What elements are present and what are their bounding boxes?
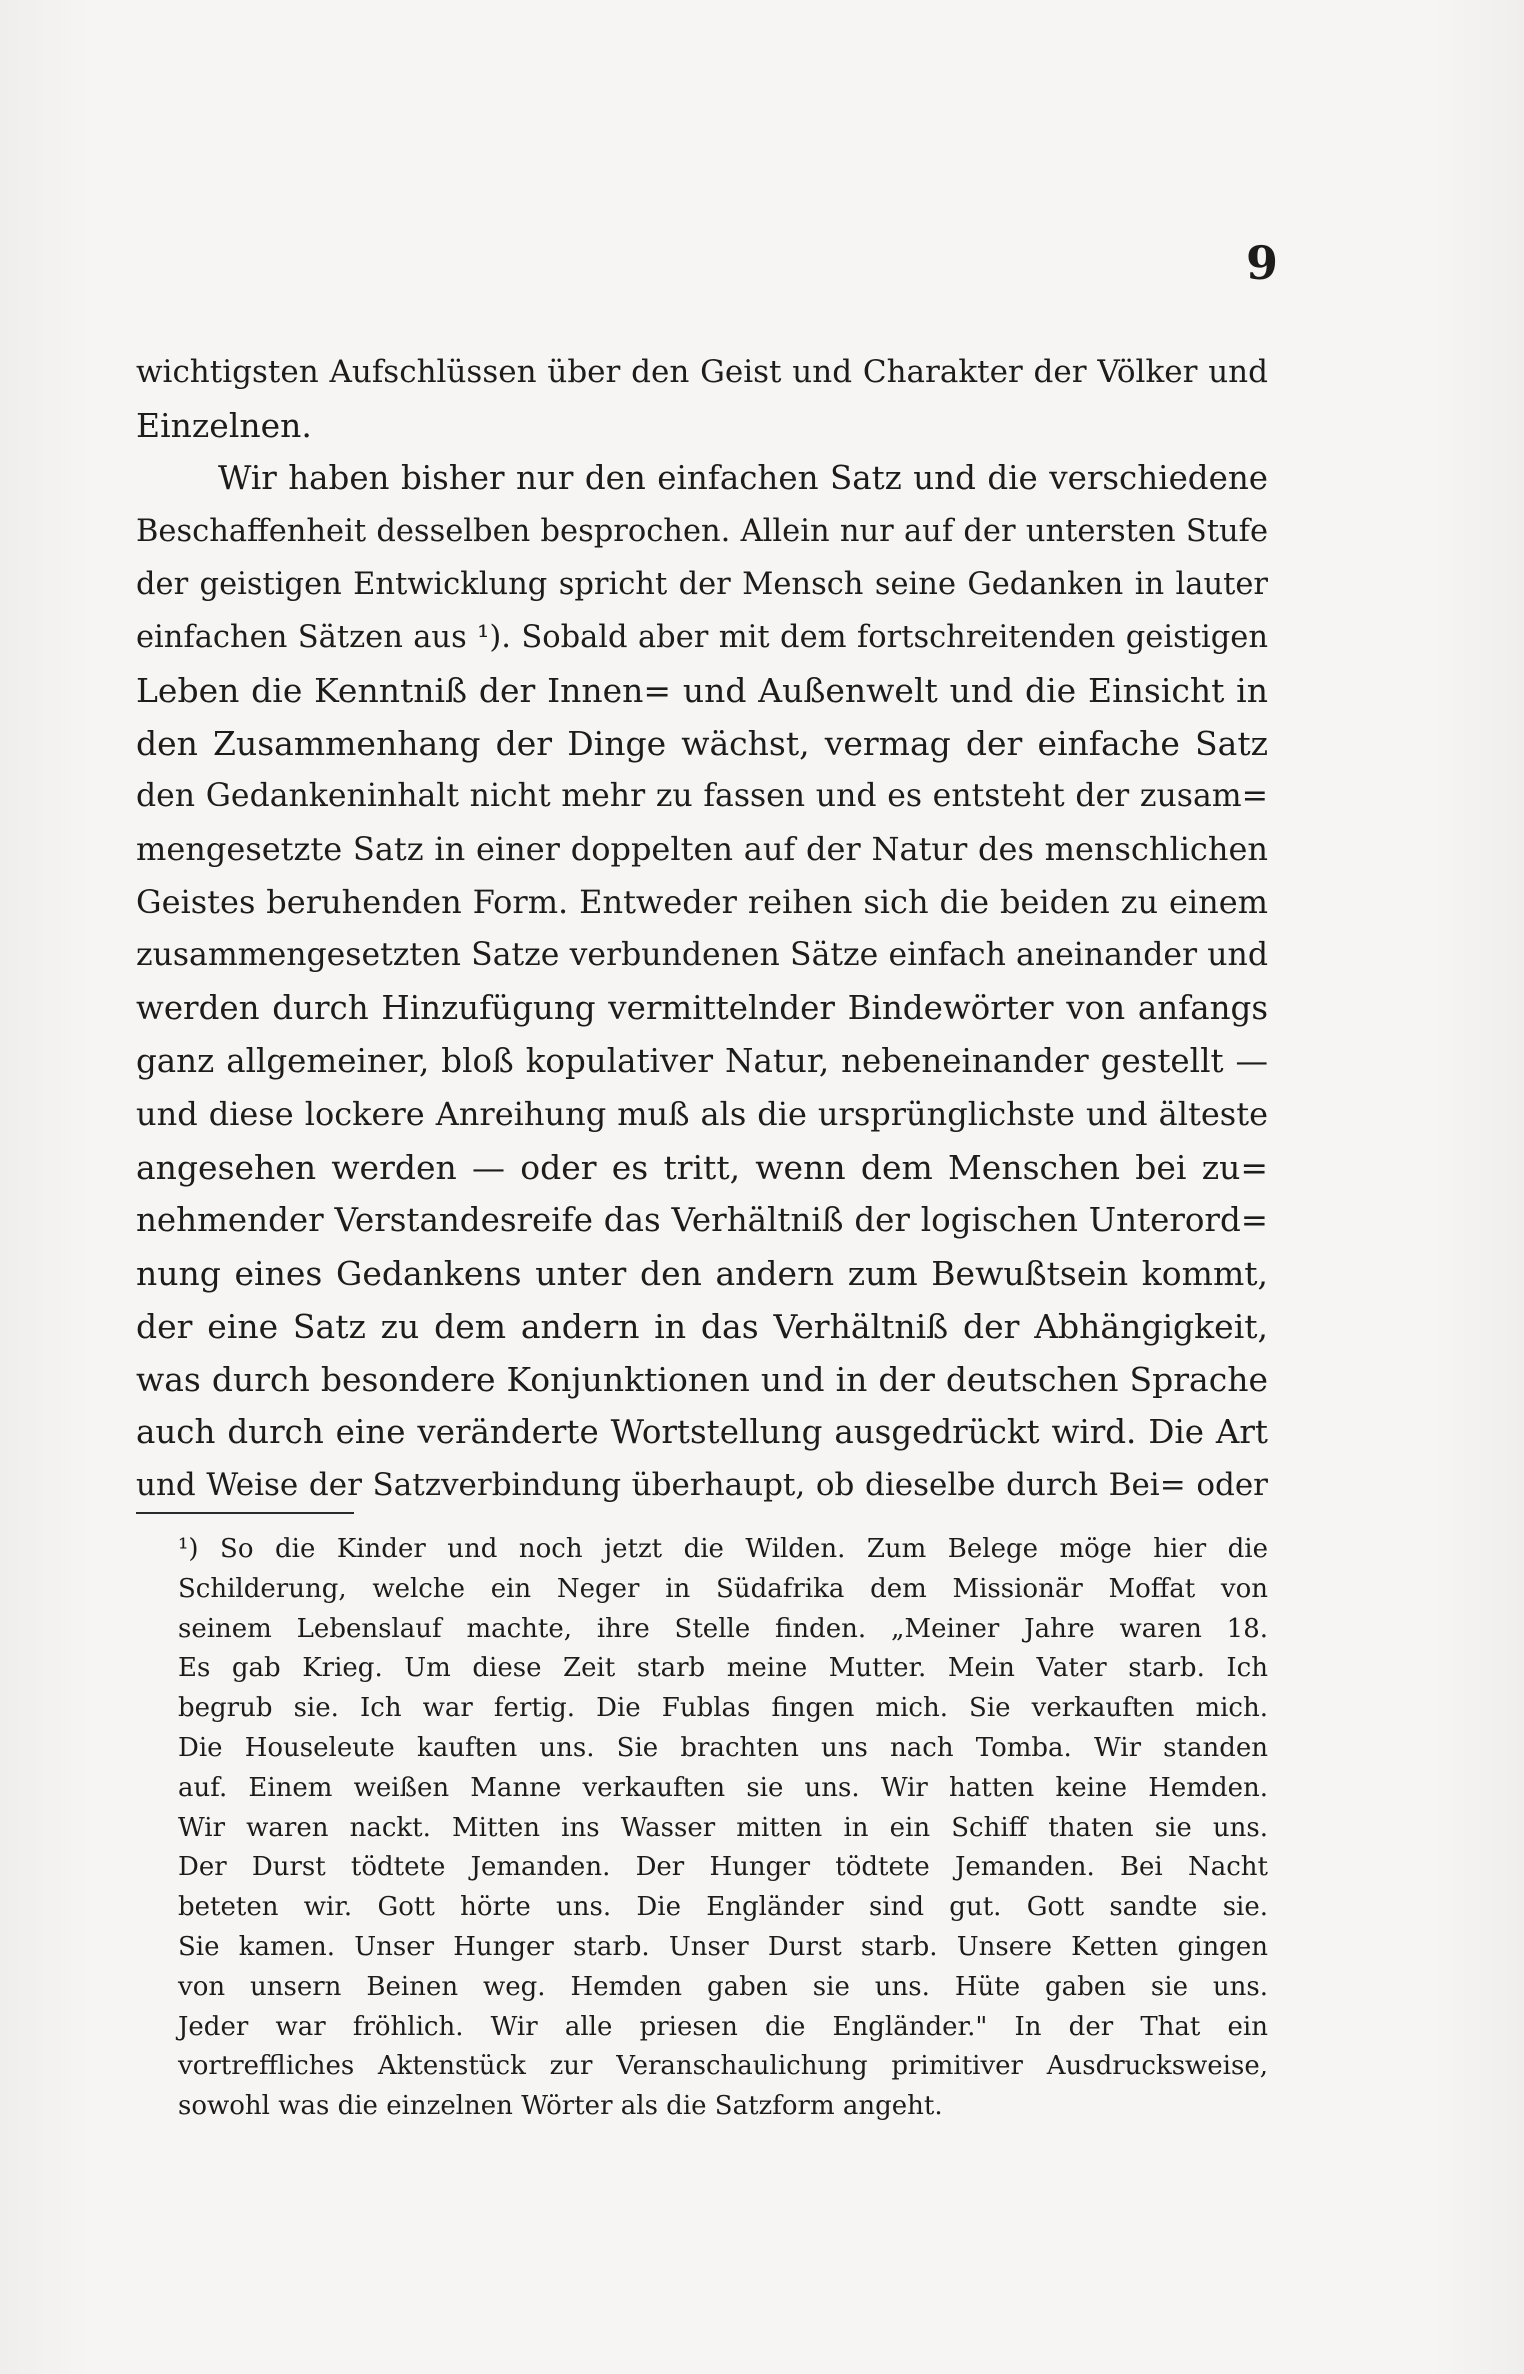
text-line: der geistigen Entwicklung spricht der Mensch seine Gedanken in lauter (136, 567, 1268, 602)
text-line: angesehen werden — oder es tritt, wenn dem Menschen bei zu= (136, 1148, 1268, 1187)
text-line: den Gedankeninhalt nicht mehr zu fassen und es entsteht der zusam= (136, 778, 1268, 814)
footnote-line: seinem Lebenslauf machte, ihre Stelle finden. „Meiner Jahre waren 18. (178, 1613, 1268, 1644)
footnote-line: ¹) So die Kinder und noch jetzt die Wilden. Zum Belege möge hier die (178, 1534, 1268, 1564)
text-line: nehmender Verstandesreife das Verhältniß der logischen Unterord= (136, 1201, 1268, 1239)
text-line: Wir haben bisher nur den einfachen Satz und die verschiedene (218, 459, 1268, 497)
page-number: 9 (1245, 236, 1278, 290)
text-line: werden durch Hinzufügung vermittelnder Bindewörter von anfangs (136, 989, 1268, 1027)
footnote-line: vortreffliches Aktenstück zur Veranschaulichung primitiver Ausdrucksweise, (178, 2051, 1268, 2082)
footnote (136, 1530, 1268, 2127)
footnote-line: begrub sie. Ich war fertig. Die Fublas fingen mich. Sie verkauften mich. (178, 1693, 1268, 1724)
footnote-line: Der Durst tödtete Jemanden. Der Hunger tödtete Jemanden. Bei Nacht (178, 1852, 1268, 1883)
footnote-line: Sie kamen. Unser Hunger starb. Unser Durst starb. Unsere Ketten gingen (178, 1931, 1268, 1962)
footnote-line: auf. Einem weißen Manne verkauften sie uns. Wir hatten keine Hemden. (178, 1772, 1268, 1803)
footnote-line: Schilderung, welche ein Neger in Südafrika dem Missionär Moffat von (178, 1573, 1268, 1604)
footnote-line: von unsern Beinen weg. Hemden gaben sie uns. Hüte gaben sie uns. (178, 1971, 1268, 2002)
text-line: ganz allgemeiner, bloß kopulativer Natur, nebeneinander gestellt — (136, 1042, 1268, 1080)
text-line: den Zusammenhang der Dinge wächst, vermag der einfache Satz (136, 724, 1268, 763)
text-line: Einzelnen. (136, 406, 312, 445)
footnote-line: Wir waren nackt. Mitten ins Wasser mitten in ein Schiff thaten sie uns. (178, 1812, 1268, 1843)
text-line: mengesetzte Satz in einer doppelten auf der Natur des menschlichen (136, 830, 1268, 868)
text-line: nung eines Gedankens unter den andern zum Bewußtsein kommt, (136, 1254, 1268, 1293)
text-line: wichtigsten Aufschlüssen über den Geist und Charakter der Völker und (136, 354, 1268, 390)
text-line: was durch besondere Konjunktionen und in der deutschen Sprache (136, 1360, 1268, 1399)
text-line: zusammengesetzten Satze verbundenen Sätze einfach aneinander und (136, 937, 1268, 973)
text-line: Geistes beruhenden Form. Entweder reihen sich die beiden zu einem (136, 883, 1268, 921)
text-line: Leben die Kenntniß der Innen= und Außenwelt und die Einsicht in (136, 671, 1268, 710)
text-line: der eine Satz zu dem andern in das Verhältniß der Abhängigkeit, (136, 1307, 1268, 1346)
text-line: und diese lockere Anreihung muß als die ursprünglichste und älteste (136, 1095, 1268, 1133)
footnote-line: beteten wir. Gott hörte uns. Die Engländer sind gut. Gott sandte sie. (178, 1892, 1268, 1923)
footnote-line: Die Houseleute kauften uns. Sie brachten uns nach Tomba. Wir standen (178, 1732, 1268, 1763)
text-line: auch durch eine veränderte Wortstellung ausgedrückt wird. Die Art (136, 1413, 1268, 1451)
footnote-line: Es gab Krieg. Um diese Zeit starb meine Mutter. Mein Vater starb. Ich (178, 1653, 1268, 1684)
text-line: und Weise der Satzverbindung überhaupt, ob dieselbe durch Bei= oder (136, 1467, 1268, 1503)
text-line: Beschaffenheit desselben besprochen. Allein nur auf der untersten Stufe (136, 514, 1268, 549)
text-line: einfachen Sätzen aus ¹). Sobald aber mit dem fortschreitenden geistigen (136, 620, 1268, 655)
footnote-line: Jeder war fröhlich. Wir alle priesen die Engländer." In der That ein (178, 2011, 1268, 2042)
footnote-line: sowohl was die einzelnen Wörter als die Satzform angeht. (178, 2091, 943, 2122)
footnote-separator (136, 1512, 354, 1514)
main-text (136, 346, 1268, 1512)
